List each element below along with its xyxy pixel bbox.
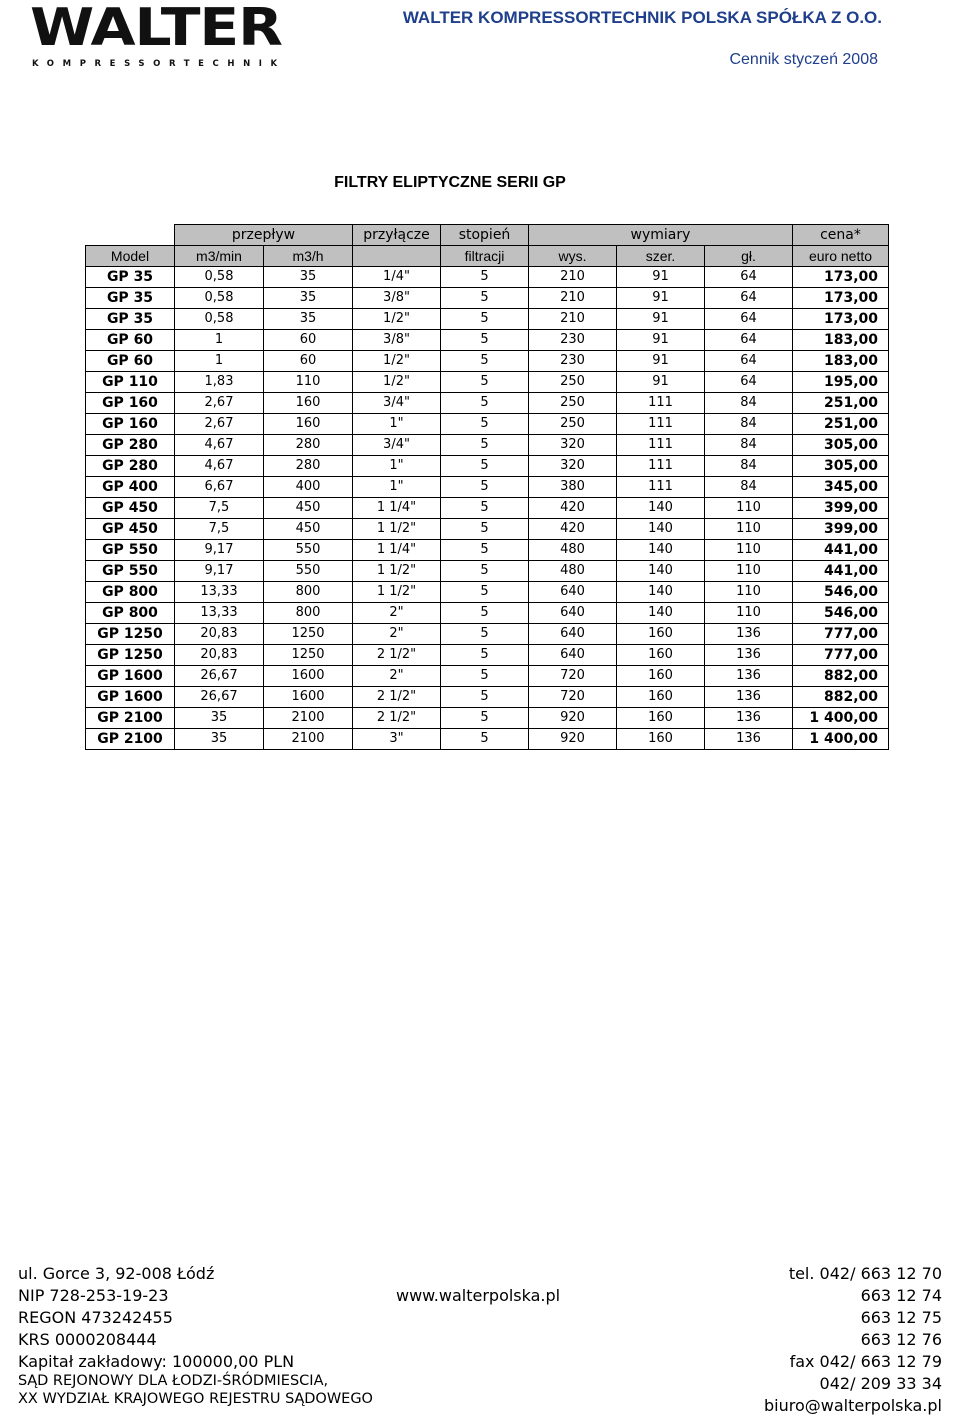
cell-connection: 3/4" (353, 435, 441, 456)
cell-flow-m3min: 13,33 (175, 603, 264, 624)
cell-filtration: 5 (441, 582, 529, 603)
cell-depth: 110 (705, 582, 793, 603)
cell-connection: 1 1/2" (353, 561, 441, 582)
cell-price: 251,00 (793, 414, 889, 435)
cell-flow-m3h: 1250 (264, 624, 353, 645)
cell-flow-m3min: 6,67 (175, 477, 264, 498)
cell-connection: 2 1/2" (353, 708, 441, 729)
cell-filtration: 5 (441, 708, 529, 729)
cell-depth: 84 (705, 414, 793, 435)
cell-model: GP 800 (86, 603, 175, 624)
table-row (86, 435, 889, 456)
table-row (86, 540, 889, 561)
cell-flow-m3h: 110 (264, 372, 353, 393)
cell-depth: 136 (705, 645, 793, 666)
company-name: WALTER KOMPRESSORTECHNIK POLSKA SPÓŁKA Z O.O. (402, 8, 882, 27)
table-row (86, 414, 889, 435)
cell-depth: 136 (705, 687, 793, 708)
cell-height: 230 (529, 351, 617, 372)
cell-width: 140 (617, 582, 705, 603)
cell-model: GP 2100 (86, 729, 175, 750)
cell-connection: 1/2" (353, 372, 441, 393)
cell-flow-m3h: 280 (264, 456, 353, 477)
cell-connection: 1 1/2" (353, 519, 441, 540)
cell-price: 441,00 (793, 561, 889, 582)
cell-connection: 1/2" (353, 351, 441, 372)
cell-height: 210 (529, 267, 617, 288)
cell-flow-m3min: 13,33 (175, 582, 264, 603)
cell-flow-m3min: 9,17 (175, 540, 264, 561)
cell-filtration: 5 (441, 309, 529, 330)
cell-flow-m3h: 550 (264, 540, 353, 561)
cell-depth: 84 (705, 393, 793, 414)
cell-flow-m3min: 35 (175, 708, 264, 729)
cell-flow-m3h: 1600 (264, 687, 353, 708)
cell-model: GP 35 (86, 267, 175, 288)
cell-depth: 84 (705, 435, 793, 456)
cell-model: GP 35 (86, 288, 175, 309)
cell-price: 173,00 (793, 288, 889, 309)
footer-fax-1: fax 042/ 663 12 79 (789, 1352, 942, 1371)
cell-flow-m3h: 160 (264, 393, 353, 414)
cell-width: 140 (617, 519, 705, 540)
cell-price: 345,00 (793, 477, 889, 498)
page-footer (18, 1264, 942, 1415)
cell-width: 111 (617, 435, 705, 456)
cell-flow-m3h: 450 (264, 519, 353, 540)
cell-depth: 110 (705, 498, 793, 519)
cell-connection: 1 1/2" (353, 582, 441, 603)
company-logo (30, 0, 286, 70)
pricelist-date: Cennik styczeń 2008 (729, 51, 878, 68)
cell-height: 480 (529, 540, 617, 561)
price-table (85, 224, 889, 750)
cell-width: 91 (617, 309, 705, 330)
cell-filtration: 5 (441, 603, 529, 624)
cell-model: GP 280 (86, 435, 175, 456)
cell-flow-m3h: 1250 (264, 645, 353, 666)
cell-flow-m3h: 35 (264, 267, 353, 288)
cell-width: 160 (617, 666, 705, 687)
header-filtration: stopień (441, 225, 529, 246)
cell-flow-m3min: 1 (175, 330, 264, 351)
table-header-row-2 (86, 246, 889, 267)
cell-model: GP 1600 (86, 687, 175, 708)
cell-width: 160 (617, 645, 705, 666)
cell-filtration: 5 (441, 729, 529, 750)
cell-filtration: 5 (441, 393, 529, 414)
cell-depth: 64 (705, 351, 793, 372)
cell-width: 140 (617, 561, 705, 582)
cell-height: 420 (529, 498, 617, 519)
cell-model: GP 550 (86, 540, 175, 561)
cell-height: 720 (529, 687, 617, 708)
cell-flow-m3min: 20,83 (175, 624, 264, 645)
cell-filtration: 5 (441, 519, 529, 540)
cell-flow-m3min: 26,67 (175, 687, 264, 708)
cell-flow-m3min: 4,67 (175, 456, 264, 477)
cell-flow-m3min: 0,58 (175, 288, 264, 309)
table-row (86, 498, 889, 519)
cell-flow-m3min: 1 (175, 351, 264, 372)
cell-model: GP 60 (86, 330, 175, 351)
cell-model: GP 1250 (86, 645, 175, 666)
cell-model: GP 400 (86, 477, 175, 498)
table-row (86, 519, 889, 540)
table-row (86, 687, 889, 708)
cell-depth: 64 (705, 267, 793, 288)
cell-filtration: 5 (441, 372, 529, 393)
cell-depth: 64 (705, 330, 793, 351)
cell-model: GP 160 (86, 414, 175, 435)
table-row (86, 456, 889, 477)
cell-connection: 1/4" (353, 267, 441, 288)
cell-flow-m3h: 60 (264, 330, 353, 351)
cell-width: 160 (617, 729, 705, 750)
cell-connection: 2" (353, 603, 441, 624)
cell-price: 546,00 (793, 582, 889, 603)
cell-connection: 1 1/4" (353, 540, 441, 561)
cell-height: 640 (529, 624, 617, 645)
table-row (86, 372, 889, 393)
cell-filtration: 5 (441, 666, 529, 687)
cell-width: 160 (617, 624, 705, 645)
header-width: szer. (617, 246, 705, 267)
cell-width: 140 (617, 498, 705, 519)
cell-height: 640 (529, 645, 617, 666)
header-connection: przyłącze (353, 225, 441, 246)
cell-height: 250 (529, 372, 617, 393)
cell-width: 111 (617, 414, 705, 435)
table-header-row-1 (86, 225, 889, 246)
table-row (86, 309, 889, 330)
cell-flow-m3min: 26,67 (175, 666, 264, 687)
cell-model: GP 160 (86, 393, 175, 414)
cell-flow-m3h: 1600 (264, 666, 353, 687)
table-row (86, 288, 889, 309)
cell-flow-m3min: 2,67 (175, 414, 264, 435)
cell-flow-m3h: 35 (264, 309, 353, 330)
cell-depth: 84 (705, 456, 793, 477)
cell-width: 111 (617, 456, 705, 477)
cell-flow-m3min: 0,58 (175, 267, 264, 288)
cell-price: 546,00 (793, 603, 889, 624)
cell-height: 230 (529, 330, 617, 351)
cell-model: GP 1250 (86, 624, 175, 645)
header-m3min: m3/min (175, 246, 264, 267)
cell-height: 320 (529, 456, 617, 477)
cell-connection: 3/4" (353, 393, 441, 414)
cell-depth: 136 (705, 708, 793, 729)
table-row (86, 561, 889, 582)
cell-filtration: 5 (441, 561, 529, 582)
cell-connection: 2" (353, 666, 441, 687)
footer-address: ul. Gorce 3, 92-008 Łódź (18, 1264, 215, 1283)
cell-filtration: 5 (441, 687, 529, 708)
cell-filtration: 5 (441, 456, 529, 477)
cell-filtration: 5 (441, 477, 529, 498)
cell-flow-m3min: 20,83 (175, 645, 264, 666)
cell-height: 250 (529, 393, 617, 414)
cell-depth: 110 (705, 519, 793, 540)
cell-filtration: 5 (441, 288, 529, 309)
footer-capital: Kapitał zakładowy: 100000,00 PLN (18, 1352, 295, 1371)
cell-width: 91 (617, 330, 705, 351)
cell-flow-m3min: 7,5 (175, 498, 264, 519)
cell-price: 173,00 (793, 267, 889, 288)
cell-flow-m3h: 800 (264, 582, 353, 603)
footer-krs: KRS 0000208444 (18, 1330, 157, 1349)
cell-connection: 2 1/2" (353, 687, 441, 708)
footer-court-line-2: XX WYDZIAŁ KRAJOWEGO REJESTRU SĄDOWEGO (18, 1391, 373, 1407)
cell-model: GP 2100 (86, 708, 175, 729)
cell-depth: 64 (705, 288, 793, 309)
cell-filtration: 5 (441, 624, 529, 645)
cell-flow-m3h: 450 (264, 498, 353, 519)
header-model: Model (86, 246, 175, 267)
table-row (86, 393, 889, 414)
cell-model: GP 450 (86, 519, 175, 540)
logo-subtext: KOMPRESSORTECHNIK (32, 59, 286, 69)
cell-depth: 64 (705, 372, 793, 393)
cell-width: 91 (617, 288, 705, 309)
table-row (86, 582, 889, 603)
header-filtration-sub: filtracji (441, 246, 529, 267)
cell-height: 210 (529, 288, 617, 309)
cell-flow-m3min: 2,67 (175, 393, 264, 414)
table-row (86, 645, 889, 666)
table-row (86, 330, 889, 351)
cell-connection: 1" (353, 477, 441, 498)
footer-phone-4: 663 12 76 (860, 1330, 942, 1349)
cell-connection: 1 1/4" (353, 498, 441, 519)
cell-flow-m3h: 400 (264, 477, 353, 498)
cell-flow-m3min: 35 (175, 729, 264, 750)
table-row (86, 708, 889, 729)
cell-flow-m3h: 550 (264, 561, 353, 582)
cell-price: 183,00 (793, 330, 889, 351)
footer-email[interactable]: biuro@walterpolska.pl (764, 1396, 942, 1415)
cell-connection: 2" (353, 624, 441, 645)
cell-width: 140 (617, 540, 705, 561)
cell-connection: 1/2" (353, 309, 441, 330)
cell-height: 420 (529, 519, 617, 540)
cell-height: 320 (529, 435, 617, 456)
footer-phone-2: 663 12 74 (860, 1286, 942, 1305)
header-dimensions: wymiary (529, 225, 793, 246)
header-price: cena* (793, 225, 889, 246)
cell-model: GP 800 (86, 582, 175, 603)
cell-height: 480 (529, 561, 617, 582)
cell-flow-m3h: 800 (264, 603, 353, 624)
cell-flow-m3h: 35 (264, 288, 353, 309)
cell-flow-m3min: 1,83 (175, 372, 264, 393)
cell-flow-m3min: 4,67 (175, 435, 264, 456)
cell-connection: 3/8" (353, 330, 441, 351)
cell-flow-m3h: 2100 (264, 708, 353, 729)
cell-depth: 110 (705, 540, 793, 561)
footer-regon: REGON 473242455 (18, 1308, 173, 1327)
cell-price: 777,00 (793, 645, 889, 666)
table-row (86, 477, 889, 498)
cell-price: 777,00 (793, 624, 889, 645)
cell-price: 441,00 (793, 540, 889, 561)
cell-model: GP 450 (86, 498, 175, 519)
header-empty-cell (86, 225, 175, 246)
cell-price: 305,00 (793, 456, 889, 477)
cell-width: 111 (617, 393, 705, 414)
cell-filtration: 5 (441, 540, 529, 561)
cell-model: GP 110 (86, 372, 175, 393)
header-flow: przepływ (175, 225, 353, 246)
cell-flow-m3h: 60 (264, 351, 353, 372)
cell-width: 160 (617, 708, 705, 729)
table-row (86, 729, 889, 750)
cell-connection: 2 1/2" (353, 645, 441, 666)
cell-connection: 3" (353, 729, 441, 750)
footer-phone-1: tel. 042/ 663 12 70 (788, 1264, 942, 1283)
cell-connection: 3/8" (353, 288, 441, 309)
cell-price: 1 400,00 (793, 708, 889, 729)
footer-website[interactable]: www.walterpolska.pl (396, 1286, 561, 1305)
cell-filtration: 5 (441, 435, 529, 456)
cell-flow-m3h: 2100 (264, 729, 353, 750)
cell-filtration: 5 (441, 351, 529, 372)
cell-depth: 64 (705, 309, 793, 330)
cell-model: GP 60 (86, 351, 175, 372)
header-m3h: m3/h (264, 246, 353, 267)
cell-depth: 136 (705, 666, 793, 687)
cell-height: 640 (529, 603, 617, 624)
cell-price: 882,00 (793, 687, 889, 708)
cell-price: 399,00 (793, 519, 889, 540)
cell-price: 173,00 (793, 309, 889, 330)
cell-price: 399,00 (793, 498, 889, 519)
page-title: FILTRY ELIPTYCZNE SERII GP (334, 174, 566, 191)
cell-model: GP 280 (86, 456, 175, 477)
cell-height: 720 (529, 666, 617, 687)
cell-price: 195,00 (793, 372, 889, 393)
cell-flow-m3h: 280 (264, 435, 353, 456)
cell-flow-m3h: 160 (264, 414, 353, 435)
footer-nip: NIP 728-253-19-23 (18, 1286, 169, 1305)
cell-flow-m3min: 0,58 (175, 309, 264, 330)
cell-flow-m3min: 9,17 (175, 561, 264, 582)
table-row (86, 624, 889, 645)
cell-width: 91 (617, 351, 705, 372)
cell-height: 380 (529, 477, 617, 498)
table-row (86, 267, 889, 288)
cell-width: 140 (617, 603, 705, 624)
cell-filtration: 5 (441, 330, 529, 351)
cell-price: 305,00 (793, 435, 889, 456)
cell-price: 1 400,00 (793, 729, 889, 750)
cell-width: 111 (617, 477, 705, 498)
logo-wordmark: WALTER (30, 0, 282, 58)
cell-connection: 1" (353, 456, 441, 477)
cell-height: 920 (529, 708, 617, 729)
header-connection-empty (353, 246, 441, 267)
cell-price: 183,00 (793, 351, 889, 372)
cell-flow-m3min: 7,5 (175, 519, 264, 540)
footer-fax-2: 042/ 209 33 34 (819, 1374, 942, 1393)
cell-width: 91 (617, 267, 705, 288)
cell-height: 210 (529, 309, 617, 330)
header-depth: gł. (705, 246, 793, 267)
cell-width: 160 (617, 687, 705, 708)
header-height: wys. (529, 246, 617, 267)
cell-model: GP 1600 (86, 666, 175, 687)
cell-depth: 136 (705, 729, 793, 750)
footer-court-line-1: SĄD REJONOWY DLA ŁODZI-ŚRÓDMIESCIA, (18, 1373, 329, 1389)
table-row (86, 603, 889, 624)
cell-height: 920 (529, 729, 617, 750)
cell-model: GP 35 (86, 309, 175, 330)
cell-price: 882,00 (793, 666, 889, 687)
cell-filtration: 5 (441, 498, 529, 519)
cell-filtration: 5 (441, 414, 529, 435)
cell-connection: 1" (353, 414, 441, 435)
cell-depth: 110 (705, 561, 793, 582)
cell-model: GP 550 (86, 561, 175, 582)
cell-price: 251,00 (793, 393, 889, 414)
cell-width: 91 (617, 372, 705, 393)
header-price-unit: euro netto (793, 246, 889, 267)
cell-depth: 110 (705, 603, 793, 624)
table-row (86, 351, 889, 372)
footer-phone-3: 663 12 75 (860, 1308, 942, 1327)
cell-height: 250 (529, 414, 617, 435)
cell-depth: 84 (705, 477, 793, 498)
table-row (86, 666, 889, 687)
cell-depth: 136 (705, 624, 793, 645)
cell-height: 640 (529, 582, 617, 603)
cell-filtration: 5 (441, 267, 529, 288)
cell-filtration: 5 (441, 645, 529, 666)
